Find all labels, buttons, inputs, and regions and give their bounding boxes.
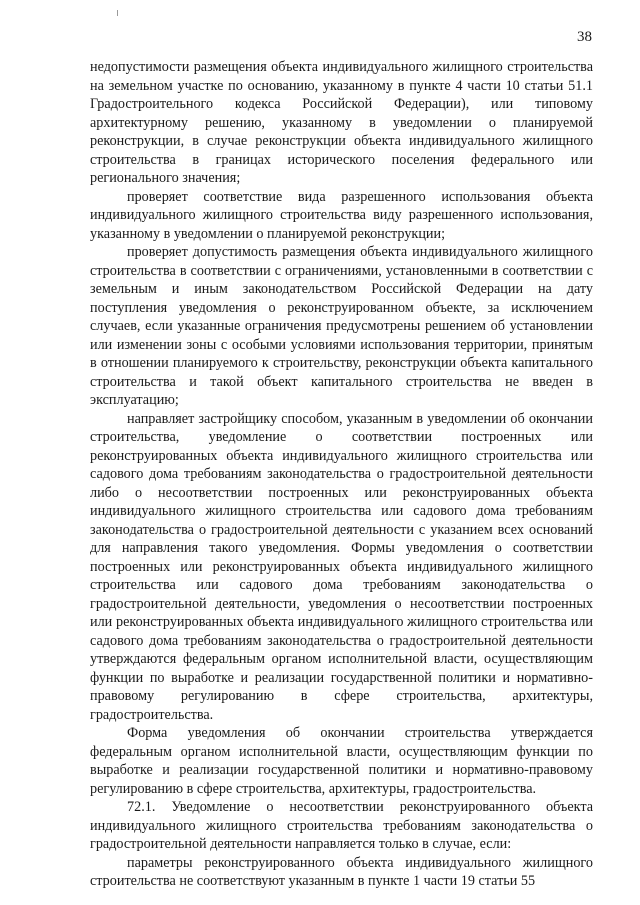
- paragraph-72-1: 72.1. Уведомление о несоответствии реконструированного объекта индивидуального жилищного строительства требованиям законодательства о градостроительной деятельности направляется только в случае, если:: [90, 799, 593, 852]
- paragraph-notification-sending: направляет застройщику способом, указанным в уведомлении об окончании строительства, уведомление о соответствии построенных или реконструированных объекта индивидуального жилищного строительства или садового дома требованиям законодательства о градостроительной деятельности либо о несоответствии построенных или реконструированных объекта индивидуального жилищного строительства или садового дома требованиям законодательства о градостроительной деятельности с указанием всех оснований для направления такого уведомления. Формы уведомления о соответствии построенных или реконструированных объекта индивидуального жилищного строительства или садового дома требованиям законодательства о градостроительной деятельности, уведомления о несоответствии построенных или реконструированных объекта индивидуального жилищного строительства или садового дома требованиям законодательства о градостроительной деятельности утверждаются федеральным органом исполнительной власти, осуществляющим функции по выработке и реализации государственной политики и нормативно-правовому регулированию в сфере строительства, архитектуры, градостроительства.: [90, 410, 593, 723]
- paragraph-parameters: параметры реконструированного объекта индивидуального жилищного строительства не соответствуют указанным в пункте 1 части 19 статьи 55: [90, 854, 593, 889]
- paragraph-notification-form: Форма уведомления об окончании строительства утверждается федеральным органом исполнительной власти, осуществляющим функции по выработке и реализации государственной политики и нормативно-правовому регулированию в сфере строительства, архитектуры, градостроительства.: [90, 725, 593, 797]
- paragraph-continuation: недопустимости размещения объекта индивидуального жилищного строительства на земельном участке по основанию, указанному в пункте 4 части 10 статьи 51.1 Градостроительного кодекса Российской Федерации), или типовому архитектурному решению, указанному в уведомлении о планируемой реконструкции, в случае реконструкции объекта индивидуального жилищного строительства в границах исторического поселения федерального или регионального значения;: [90, 59, 593, 186]
- document-body: [90, 58, 593, 891]
- paragraph-permitted-use-check: проверяет соответствие вида разрешенного использования объекта индивидуального жилищного строительства виду разрешенного использования, указанному в уведомлении о планируемой реконструкции;: [90, 188, 593, 242]
- page-number: 38: [577, 29, 592, 45]
- scan-artifact: [117, 10, 118, 16]
- paragraph-placement-check: проверяет допустимость размещения объекта индивидуального жилищного строительства в соответствии с ограничениями, установленными в соответствии с земельным и иным законодательством Российской Федерации на дату поступления уведомления о реконструированном объекте, за исключением случаев, если указанные ограничения предусмотрены решением об установлении или изменении зоны с особыми условиями использования территории, принятым в отношении планируемого к строительству, реконструкции объекта капитального строительства и такой объект капитального строительства не введен в эксплуатацию;: [90, 244, 593, 408]
